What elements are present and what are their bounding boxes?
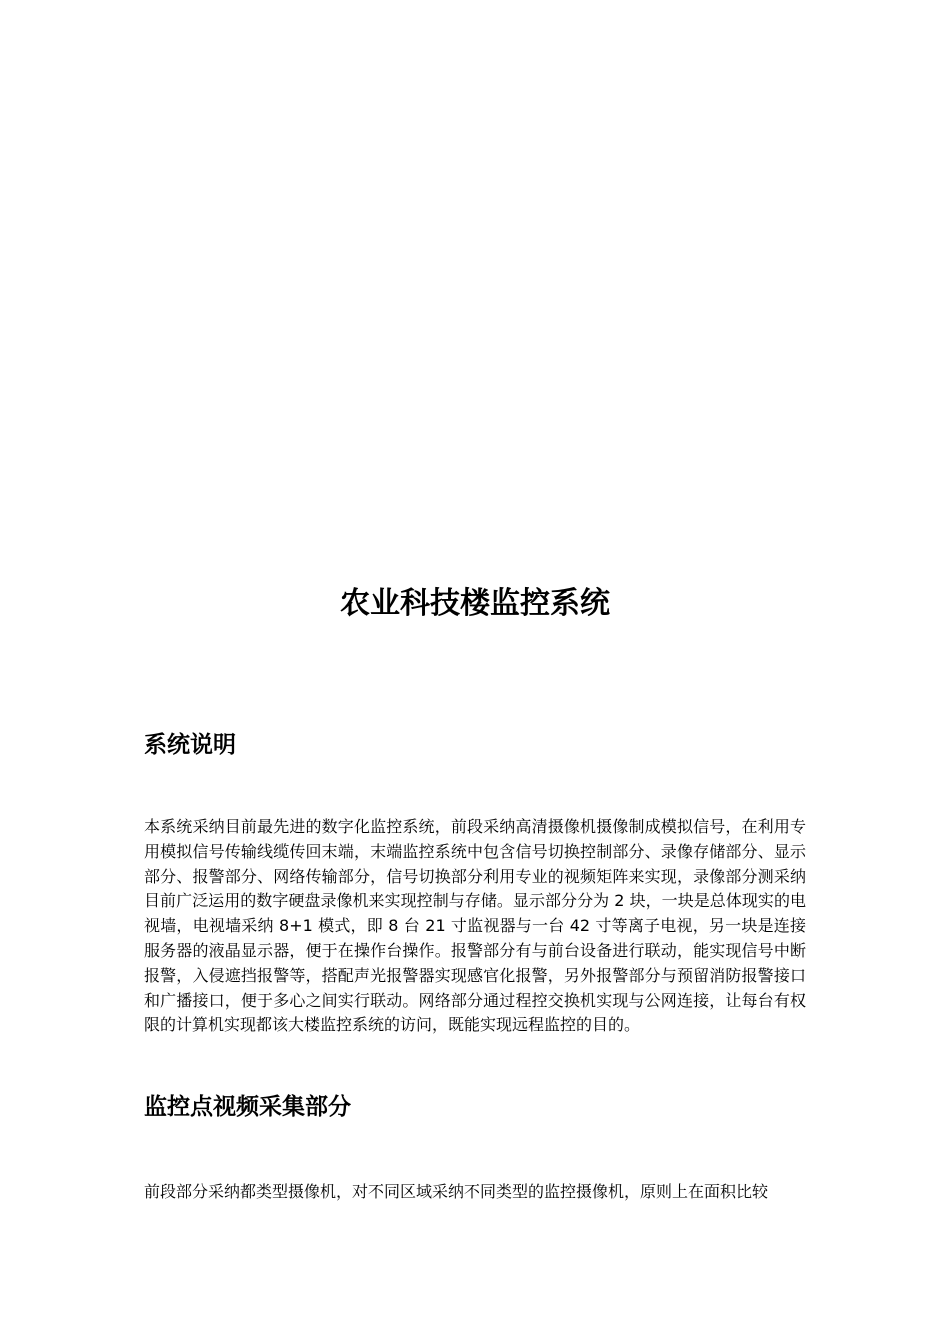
section-paragraph-system-description: 本系统采纳目前最先进的数字化监控系统，前段采纳高清摄像机摄像制成模拟信号，在利用专用模拟信号传输线缆传回末端，末端监控系统中包含信号切换控制部分、录像存储部分、显示部分、报警部分、网络传输部分，信号切换部分利用专业的视频矩阵来实现，录像部分测采纳目前广泛运用的数字硬盘录像机来实现控制与存储。显示部分分为 2 块，一块是总体现实的电视墙，电视墙采纳 8+1 模式，即 8 台 21 寸监视器与一台 42 寸等离子电视，另一块是连接服务器的液晶显示器，便于在操作台操作。报警部分有与前台设备进行联动，能实现信号中断报警，入侵遮挡报警等，搭配声光报警器实现感官化报警，另外报警部分与预留消防报警接口和广播接口，便于多心之间实行联动。网络部分通过程控交换机实现与公网连接，让每台有权限的计算机实现都该大楼监控系统的访问，既能实现远程监控的目的。	[144, 817, 806, 1035]
section-paragraph-video-capture: 前段部分采纳都类型摄像机，对不同区域采纳不同类型的监控摄像机，原则上在面积比较	[144, 1182, 769, 1201]
document-title: 农业科技楼监控系统	[340, 586, 610, 621]
section-heading-video-capture: 监控点视频采集部分	[144, 1094, 351, 1120]
section-heading-system-description: 系统说明	[144, 732, 236, 758]
